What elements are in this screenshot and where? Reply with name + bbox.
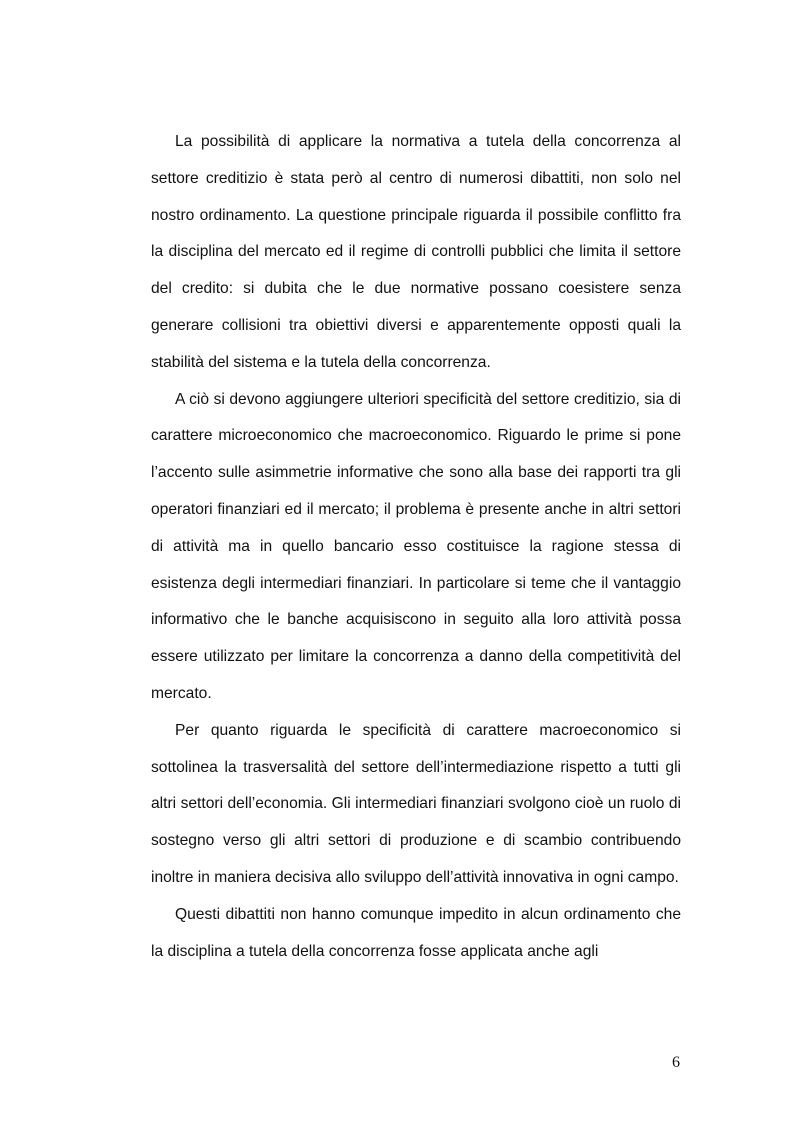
paragraph-4: Questi dibattiti non hanno comunque impedito in alcun ordinamento che la disciplina a tutela della concorrenza fosse applicata anche agli <box>151 905 681 960</box>
body-text <box>151 124 681 970</box>
page-number: 6 <box>672 1054 680 1071</box>
paragraph-3: Per quanto riguarda le specificità di carattere macroeconomico si sottolinea la trasversalità del settore dell’intermediazione rispetto a tutti gli altri settori dell’economia. Gli intermediari finanziari svolgono cioè un ruolo di sostegno verso gli altri settori di produzione e di scambio contribuendo inoltre in maniera decisiva allo sviluppo dell’attività innovativa in ogni campo. <box>151 721 681 886</box>
paragraph-1: La possibilità di applicare la normativa a tutela della concorrenza al settore creditizio è stata però al centro di numerosi dibattiti, non solo nel nostro ordinamento. La questione principale riguarda il possibile conflitto fra la disciplina del mercato ed il regime di controlli pubblici che limita il settore del credito: si dubita che le due normative possano coesistere senza generare collisioni tra obiettivi diversi e apparentemente opposti quali la stabilità del sistema e la tutela della concorrenza. <box>151 133 681 371</box>
paragraph-2: A ciò si devono aggiungere ulteriori specificità del settore creditizio, sia di carattere microeconomico che macroeconomico. Riguardo le prime si pone l’accento sulle asimmetrie informative che sono alla base dei rapporti tra gli operatori finanziari ed il mercato; il problema è presente anche in altri settori di attività ma in quello bancario esso costituisce la ragione stessa di esistenza degli intermediari finanziari. In particolare si teme che il vantaggio informativo che le banche acquisiscono in seguito alla loro attività possa essere utilizzato per limitare la concorrenza a danno della competitività del mercato. <box>151 390 681 702</box>
